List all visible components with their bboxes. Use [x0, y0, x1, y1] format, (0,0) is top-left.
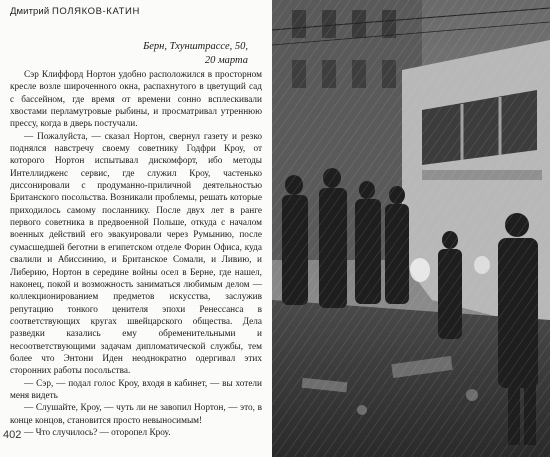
book-page-left	[0, 0, 272, 457]
dateline-date: 20 марта	[204, 55, 248, 66]
street-scene-photo	[272, 0, 550, 457]
paragraph: Сэр Клиффорд Нортон удобно расположился в просторном кресле возле широченного окна, распахнутого в цветущий сад с бассейном, где время от времени сонно всплескивали хвостами перламутровые рыбины, и просматривал утреннюю прессу, когда в дверь постучали.	[10, 70, 262, 130]
paragraph: — Что случилось? — оторопел Кроу.	[24, 427, 171, 438]
running-head	[10, 6, 140, 17]
dateline	[108, 40, 248, 68]
page-number: 402	[3, 429, 22, 441]
author-first-name: Дмитрий	[10, 6, 50, 17]
paragraph: — Сэр, — подал голос Кроу, входя в кабинет, — вы хотели меня видеть	[10, 378, 262, 401]
paragraph: — Пожалуйста, — сказал Нортон, свернул газету и резко поднялся навстречу своему советнику Годфри Кроу, от которого Нортон испытывал дискомфорт, ибо методы Интеллидженс сервис, где служил Кроу, частенько диссонировали с продуманно-приличной деятельностью Британского посольства. Возникали проблемы, решать которые приходилось самому посланнику. После двух лет в ранге первого советника в предвоенной Польше, откуда с началом военных действий его эвакуировали через Румынию, после сумасшедшей беготни в египетском отделе Форин Офиса, куда свалили и Абиссинию, и Британское Сомали, и Ливию, и Либерию, Нортон в середине войны осел в Берне, где нашел, наконец, покой и возможность заниматься любимым делом — коллекционированием предметов искусства, заслужив репутацию тонкого ценителя эпохи Ренессанса в соответствующих кругах швейцарского общества. Дела разведки казались ему обременительными и несоответствующими задачам дипломатической службы, тем более что Энтони Иден неоднократно одергивал этих сторонних работы посольства.	[10, 131, 262, 377]
paragraph: — Слушайте, Кроу, — чуть ли не завопил Нортон, — это, в конце концов, становится просто невыносимым!	[10, 403, 262, 426]
author-last-name: ПОЛЯКОВ-КАТИН	[51, 6, 140, 17]
dateline-place: Берн, Тхунштрассе, 50,	[143, 41, 248, 52]
chapter-text	[10, 69, 262, 439]
photo-illustration	[272, 0, 550, 457]
